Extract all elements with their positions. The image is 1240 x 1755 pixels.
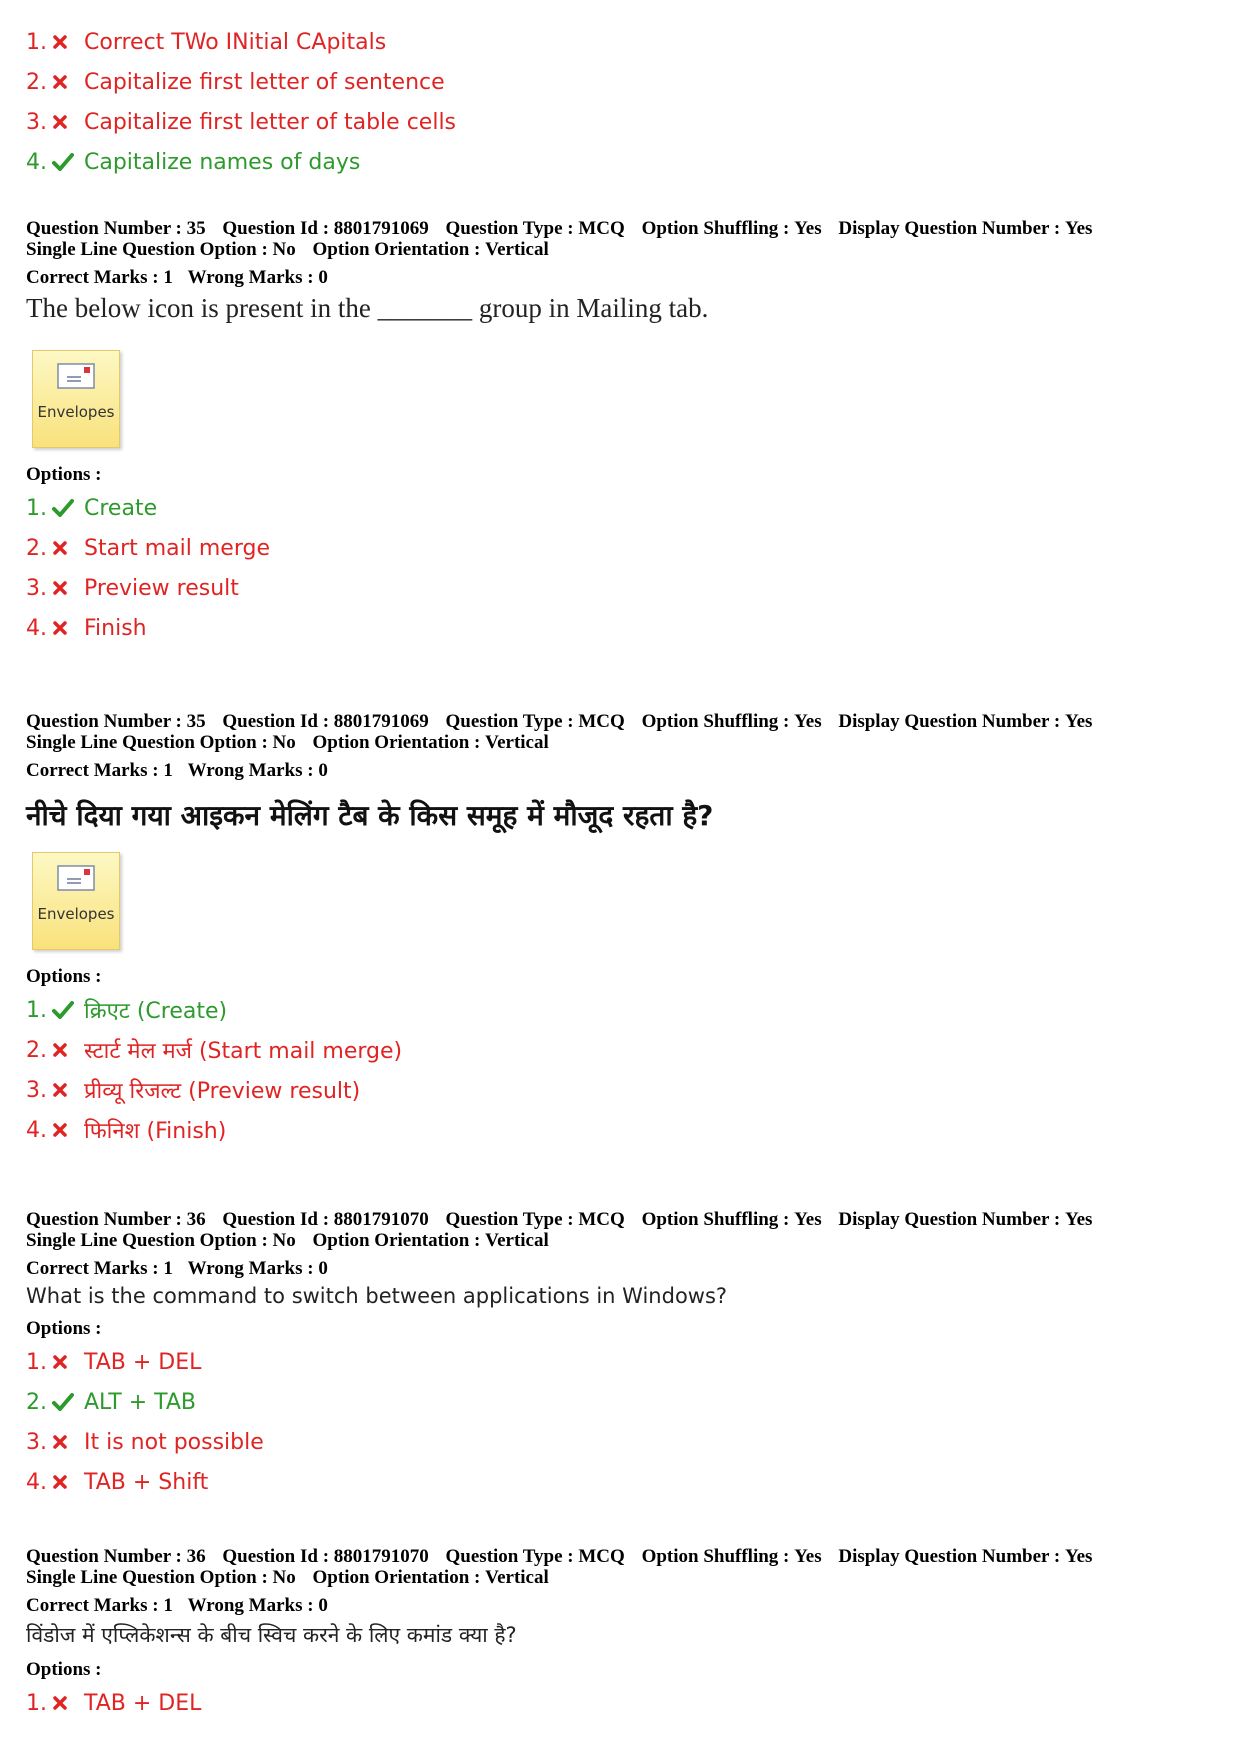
orientation: Vertical (485, 1567, 549, 1588)
correct-marks: 1 (163, 1595, 173, 1616)
label: Single Line Question Option : (26, 1567, 268, 1588)
label: Option Shuffling : (641, 218, 790, 239)
question-id: 8801791070 (333, 1209, 429, 1230)
label: Wrong Marks : (187, 1258, 314, 1279)
option-text: Capitalize first letter of table cells (84, 109, 457, 135)
option-number: 4. (26, 1117, 47, 1143)
label: Option Orientation : (312, 1230, 481, 1251)
cross-icon (52, 1474, 82, 1490)
option-row (26, 990, 1214, 1030)
option-text: Finish (84, 615, 147, 641)
question-type: MCQ (578, 1209, 625, 1230)
question-id: 8801791069 (333, 711, 429, 732)
option-text: TAB + DEL (84, 1349, 202, 1375)
single-line: No (272, 732, 296, 753)
options-label: Options : (26, 1318, 102, 1339)
option-row (26, 568, 1214, 608)
label: Question Type : (445, 1209, 574, 1230)
option-row (26, 1070, 1214, 1110)
option-text: प्रीव्यू रिजल्ट (Preview result) (84, 1079, 361, 1104)
option-number: 1. (26, 997, 47, 1023)
option-number: 3. (26, 1429, 47, 1455)
option-number: 3. (26, 575, 47, 601)
option-shuffling: Yes (794, 1546, 822, 1567)
label: Single Line Question Option : (26, 732, 268, 753)
label: Correct Marks : (26, 267, 159, 288)
question-number: 35 (186, 711, 206, 732)
correct-marks: 1 (163, 267, 173, 288)
option-row (26, 608, 1214, 648)
question-type: MCQ (578, 711, 625, 732)
check-icon (52, 1001, 82, 1019)
cross-icon (52, 620, 82, 636)
option-row (26, 1342, 1214, 1382)
label: Question Id : (222, 711, 330, 732)
question-meta (26, 711, 1214, 753)
option-text: Capitalize first letter of sentence (84, 69, 445, 95)
label: Display Question Number : (838, 1546, 1061, 1567)
question-block (26, 1546, 1214, 1723)
correct-marks: 1 (163, 760, 173, 781)
cross-icon (52, 74, 82, 90)
label: Display Question Number : (838, 711, 1061, 732)
cross-icon (52, 1122, 82, 1138)
wrong-marks: 0 (318, 1595, 328, 1616)
question-block (26, 218, 1214, 648)
label: Single Line Question Option : (26, 1230, 268, 1251)
check-icon (52, 153, 82, 171)
option-row (26, 1422, 1214, 1462)
envelopes-button-image (32, 350, 120, 448)
single-line: No (272, 239, 296, 260)
cross-icon (52, 1082, 82, 1098)
cross-icon (52, 34, 82, 50)
correct-marks: 1 (163, 1258, 173, 1279)
option-text: Start mail merge (84, 535, 270, 561)
cross-icon (52, 1042, 82, 1058)
option-row (26, 488, 1214, 528)
question-number: 35 (186, 218, 206, 239)
question-text: The below icon is present in the _______ group in Mailing tab. (26, 293, 709, 323)
label: Question Id : (222, 1209, 330, 1230)
option-number: 1. (26, 1349, 47, 1375)
check-icon (52, 499, 82, 517)
display-number: Yes (1064, 711, 1093, 732)
previous-question-options (26, 22, 1214, 182)
option-row (26, 1110, 1214, 1150)
cross-icon (52, 540, 82, 556)
option-number: 4. (26, 1469, 47, 1495)
option-number: 2. (26, 535, 47, 561)
label: Correct Marks : (26, 1595, 159, 1616)
option-text: फिनिश (Finish) (84, 1119, 227, 1144)
label: Question Number : (26, 218, 182, 239)
question-block (26, 1209, 1214, 1502)
option-shuffling: Yes (794, 218, 822, 239)
option-text: Correct TWo INitial CApitals (84, 29, 387, 55)
orientation: Vertical (485, 1230, 549, 1251)
option-row (26, 62, 1214, 102)
marks-line (26, 1258, 1214, 1280)
option-number: 1. (26, 29, 47, 55)
envelopes-button-image (32, 852, 120, 950)
label: Option Orientation : (312, 239, 481, 260)
label: Option Shuffling : (641, 1209, 790, 1230)
cross-icon (52, 1695, 82, 1711)
option-row (26, 528, 1214, 568)
label: Wrong Marks : (187, 267, 314, 288)
label: Option Orientation : (312, 1567, 481, 1588)
wrong-marks: 0 (318, 1258, 328, 1279)
cross-icon (52, 580, 82, 596)
option-row (26, 1382, 1214, 1422)
option-row (26, 142, 1214, 182)
envelope-icon (57, 865, 95, 891)
envelopes-label: Envelopes (37, 403, 115, 421)
cross-icon (52, 114, 82, 130)
display-number: Yes (1064, 1546, 1093, 1567)
label: Option Orientation : (312, 732, 481, 753)
wrong-marks: 0 (318, 267, 328, 288)
label: Correct Marks : (26, 760, 159, 781)
label: Wrong Marks : (187, 1595, 314, 1616)
question-meta (26, 1209, 1214, 1251)
label: Correct Marks : (26, 1258, 159, 1279)
orientation: Vertical (485, 239, 549, 260)
question-id: 8801791069 (333, 218, 429, 239)
option-number: 1. (26, 495, 47, 521)
label: Option Shuffling : (641, 1546, 790, 1567)
option-text: TAB + Shift (84, 1469, 209, 1495)
option-text: It is not possible (84, 1429, 264, 1455)
question-type: MCQ (578, 1546, 625, 1567)
orientation: Vertical (485, 732, 549, 753)
display-number: Yes (1064, 218, 1093, 239)
envelopes-label: Envelopes (37, 905, 115, 923)
option-row (26, 1462, 1214, 1502)
option-text: Create (84, 495, 158, 521)
label: Question Id : (222, 218, 330, 239)
option-text: TAB + DEL (84, 1690, 202, 1716)
option-number: 3. (26, 109, 47, 135)
wrong-marks: 0 (318, 760, 328, 781)
option-text: ALT + TAB (84, 1389, 197, 1415)
option-text: Preview result (84, 575, 239, 601)
question-meta (26, 218, 1214, 260)
option-number: 4. (26, 615, 47, 641)
check-icon (52, 1393, 82, 1411)
label: Wrong Marks : (187, 760, 314, 781)
option-number: 1. (26, 1690, 47, 1716)
marks-line (26, 267, 1214, 289)
question-number: 36 (186, 1209, 206, 1230)
cross-icon (52, 1434, 82, 1450)
option-row (26, 1030, 1214, 1070)
question-text: नीचे दिया गया आइकन मेलिंग टैब के किस समूह में मौजूद रहता है? (26, 799, 714, 832)
option-number: 3. (26, 1077, 47, 1103)
option-number: 2. (26, 1389, 47, 1415)
single-line: No (272, 1230, 296, 1251)
label: Display Question Number : (838, 1209, 1061, 1230)
option-number: 2. (26, 69, 47, 95)
option-row (26, 22, 1214, 62)
label: Option Shuffling : (641, 711, 790, 732)
option-number: 4. (26, 149, 47, 175)
option-row (26, 1683, 1214, 1723)
option-text: Capitalize names of days (84, 149, 361, 175)
option-number: 2. (26, 1037, 47, 1063)
options-label: Options : (26, 966, 102, 987)
question-id: 8801791070 (333, 1546, 429, 1567)
question-number: 36 (186, 1546, 206, 1567)
label: Single Line Question Option : (26, 239, 268, 260)
question-type: MCQ (578, 218, 625, 239)
label: Question Type : (445, 1546, 574, 1567)
question-text: विंडोज में एप्लिकेशन्स के बीच स्विच करने के लिए कमांड क्या है? (26, 1623, 517, 1647)
label: Question Type : (445, 711, 574, 732)
question-block (26, 711, 1214, 1150)
label: Question Id : (222, 1546, 330, 1567)
label: Question Type : (445, 218, 574, 239)
label: Question Number : (26, 711, 182, 732)
option-row (26, 102, 1214, 142)
display-number: Yes (1064, 1209, 1093, 1230)
label: Display Question Number : (838, 218, 1061, 239)
single-line: No (272, 1567, 296, 1588)
options-label: Options : (26, 1659, 102, 1680)
envelope-icon (57, 363, 95, 389)
option-shuffling: Yes (794, 1209, 822, 1230)
label: Question Number : (26, 1546, 182, 1567)
marks-line (26, 760, 1214, 782)
marks-line (26, 1595, 1214, 1617)
option-text: स्टार्ट मेल मर्ज (Start mail merge) (84, 1039, 403, 1064)
option-shuffling: Yes (794, 711, 822, 732)
label: Question Number : (26, 1209, 182, 1230)
question-meta (26, 1546, 1214, 1588)
options-label: Options : (26, 464, 102, 485)
cross-icon (52, 1354, 82, 1370)
question-text: What is the command to switch between applications in Windows? (26, 1284, 728, 1308)
option-text: क्रिएट (Create) (84, 999, 228, 1024)
